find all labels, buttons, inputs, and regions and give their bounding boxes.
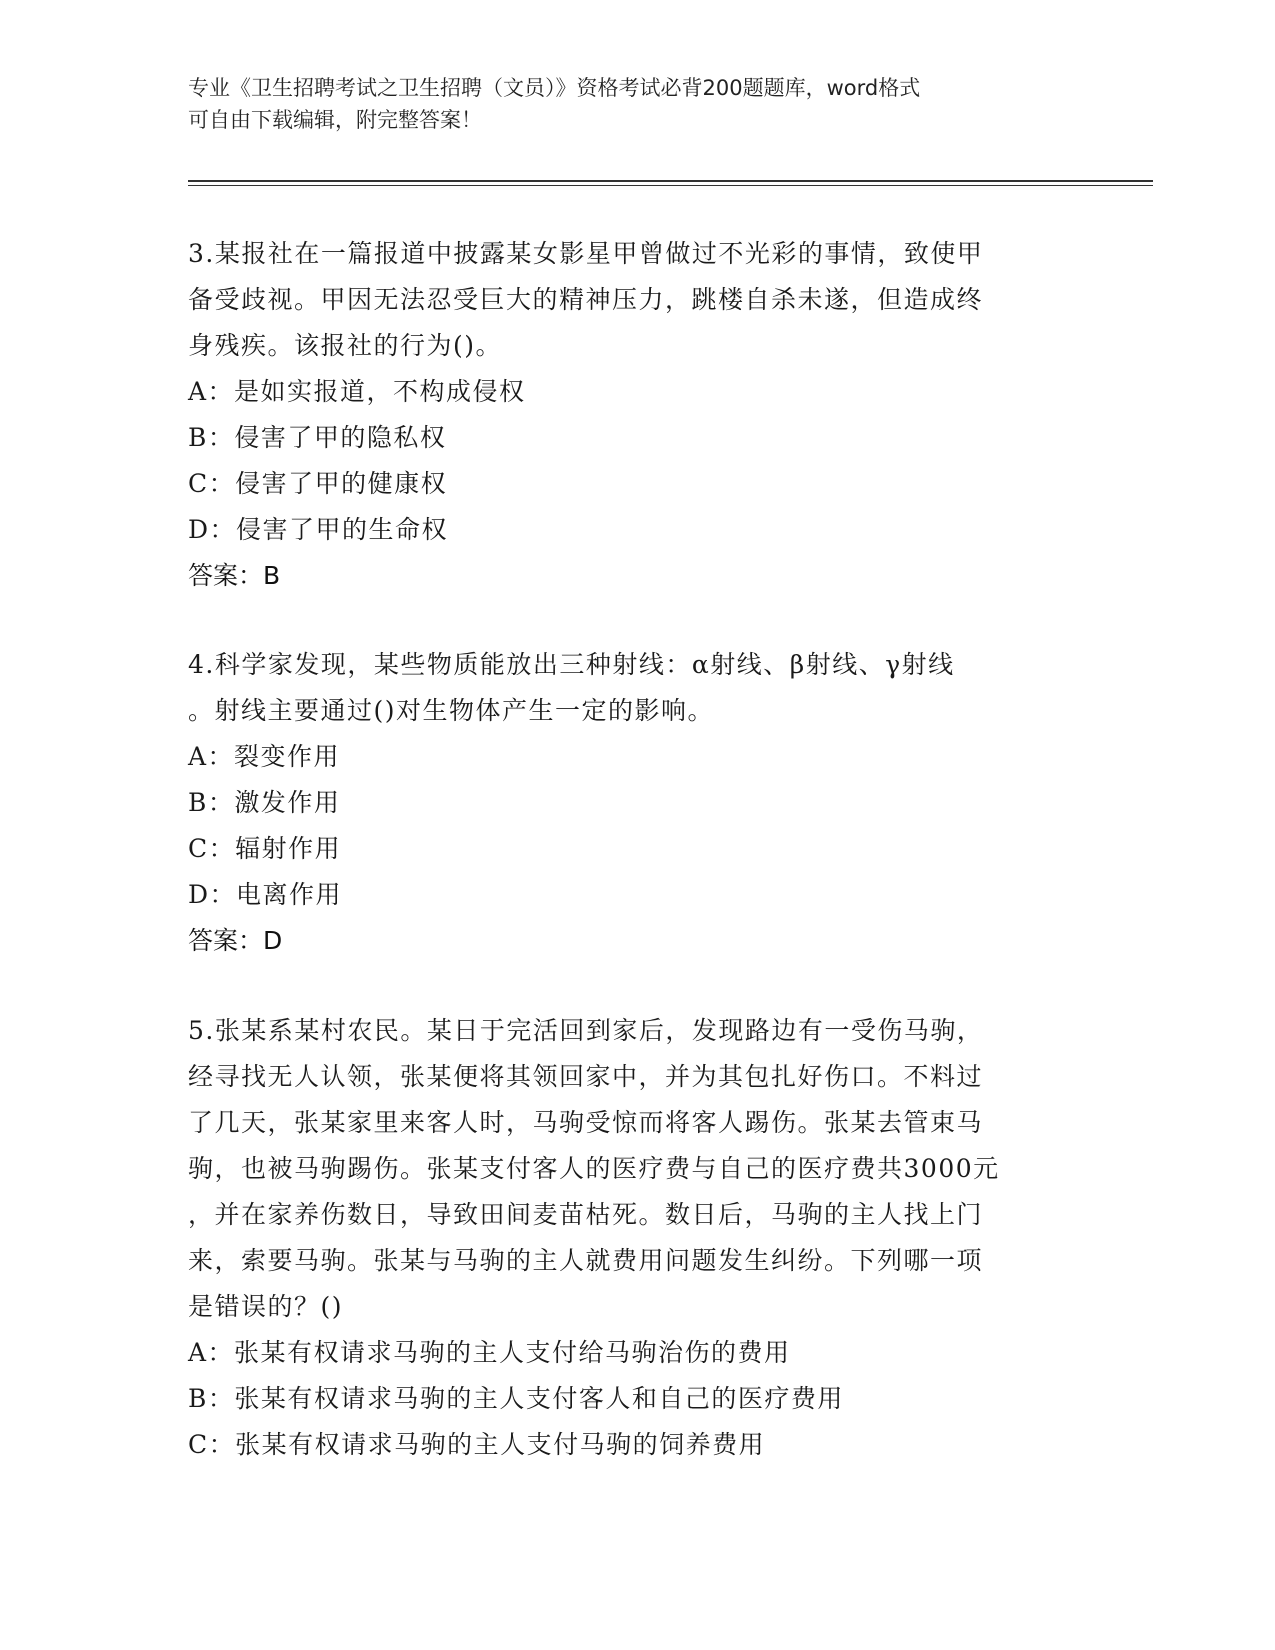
question-stem-line: 3.某报社在一篇报道中披露某女影星甲曾做过不光彩的事情，致使甲 (188, 239, 984, 268)
question-stem-line: 是错误的？() (188, 1292, 344, 1321)
document-header (188, 72, 1088, 136)
answer-key: 答案：D (188, 926, 283, 955)
option-d: D：侵害了甲的生命权 (188, 515, 449, 544)
option-c: C：侵害了甲的健康权 (188, 469, 448, 498)
option-a: A：裂变作用 (188, 742, 341, 771)
option-b: B：激发作用 (188, 788, 341, 817)
header-line-2: 可自由下载编辑，附完整答案！ (188, 108, 482, 132)
option-b: B：侵害了甲的隐私权 (188, 423, 447, 452)
answer-key: 答案：B (188, 561, 281, 590)
question-stem-line: 了几天，张某家里来客人时，马驹受惊而将客人踢伤。张某去管束马 (188, 1108, 984, 1137)
header-divider-thick (188, 180, 1153, 182)
header-line-1: 专业《卫生招聘考试之卫生招聘（文员）》资格考试必背200题题库，word格式 (188, 76, 921, 100)
question-stem-line: 备受歧视。甲因无法忍受巨大的精神压力，跳楼自杀未遂，但造成终 (188, 285, 984, 314)
question-stem-line: ，并在家养伤数日，导致田间麦苗枯死。数日后，马驹的主人找上门 (188, 1200, 984, 1229)
option-d: D：电离作用 (188, 880, 343, 909)
option-b: B：张某有权请求马驹的主人支付客人和自己的医疗费用 (188, 1384, 844, 1413)
question-3 (188, 231, 1088, 599)
question-stem-line: 4.科学家发现，某些物质能放出三种射线：α射线、β射线、γ射线 (188, 650, 955, 679)
question-stem-line: 驹，也被马驹踢伤。张某支付客人的医疗费与自己的医疗费共3000元 (188, 1154, 1000, 1183)
header-divider-thin (188, 185, 1153, 186)
question-stem-line: 。射线主要通过()对生物体产生一定的影响。 (188, 696, 715, 725)
option-c: C：辐射作用 (188, 834, 342, 863)
question-4 (188, 642, 1088, 964)
question-stem-line: 5.张某系某村农民。某日于完活回到家后，发现路边有一受伤马驹， (188, 1016, 984, 1045)
option-c: C：张某有权请求马驹的主人支付马驹的饲养费用 (188, 1430, 766, 1459)
option-a: A：是如实报道，不构成侵权 (188, 377, 526, 406)
question-5 (188, 1008, 1088, 1468)
option-a: A：张某有权请求马驹的主人支付给马驹治伤的费用 (188, 1338, 791, 1367)
question-stem-line: 身残疾。该报社的行为()。 (188, 331, 503, 360)
question-stem-line: 经寻找无人认领，张某便将其领回家中，并为其包扎好伤口。不料过 (188, 1062, 984, 1091)
question-stem-line: 来，索要马驹。张某与马驹的主人就费用问题发生纠纷。下列哪一项 (188, 1246, 984, 1275)
